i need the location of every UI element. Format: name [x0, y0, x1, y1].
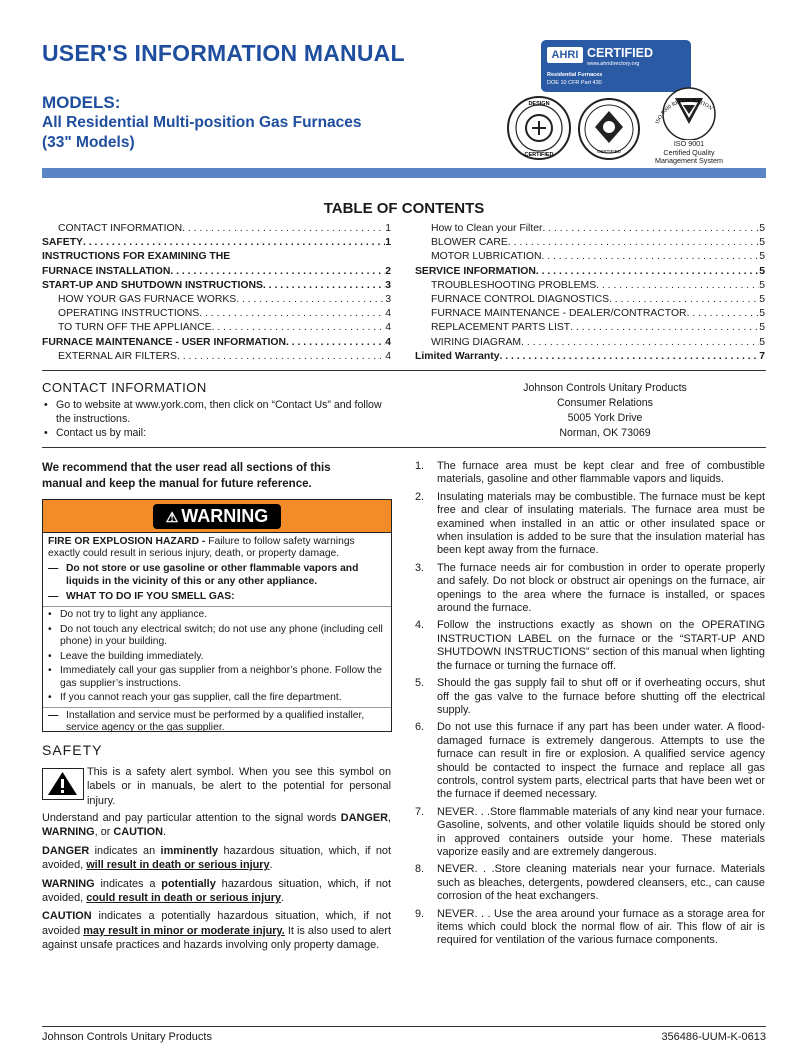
address-line-4: Norman, OK 73069 [559, 427, 651, 439]
toc-entry-label: START-UP AND SHUTDOWN INSTRUCTIONS [42, 279, 263, 291]
toc-entry[interactable] [42, 307, 391, 321]
signal-or: , or [94, 826, 114, 839]
header-band [42, 168, 766, 178]
numbered-item-text: Should the gas supply fail to shut off or if overheating occurs, shut off the gas valve to the furnace before shutting off the electrical supply. [437, 677, 765, 716]
numbered-item-number: 8. [415, 863, 425, 876]
toc-entry-page: 3 [385, 294, 391, 306]
address-line-2: Consumer Relations [557, 397, 653, 409]
warning-potentially: potentially [161, 877, 216, 890]
danger-imminently: imminently [160, 844, 219, 857]
signal-words: Understand and pay particular attention to the signal words DANGER, WARNING, or CAUTION. [42, 812, 391, 839]
caution-rest: indicates a potentially hazardous situation, which, if not avoided [42, 910, 391, 937]
toc-right-column [415, 222, 765, 364]
toc-entry-label: REPLACEMENT PARTS LIST [431, 322, 571, 334]
design-text: DESIGN [528, 101, 550, 107]
toc-leader [286, 336, 385, 350]
numbered-item [415, 806, 765, 860]
toc-leader [199, 307, 385, 321]
signal-danger: DANGER [340, 812, 388, 824]
dash-3-text: Installation and service must be performed by a qualified installer, service agency or the gas supplier. [66, 709, 365, 734]
design-certified-text: CERTIFIED [524, 152, 554, 158]
numbered-item [415, 863, 765, 903]
toc-entry[interactable] [42, 321, 391, 335]
numbered-item-text: The furnace area must be kept clear and free of combustible materials, gasoline and other flammable vapors and liquids. [437, 460, 765, 486]
toc-entry-page: 3 [385, 279, 391, 291]
caution-word: CAUTION [42, 910, 92, 923]
ahri-url: www.ahridirectory.org [587, 61, 640, 67]
caution-tail: It is also used to alert against unsafe practices and hazards involving only property damage. [42, 924, 391, 952]
toc-entry-label: OPERATING INSTRUCTIONS [58, 308, 200, 320]
toc-entry[interactable] [415, 279, 765, 293]
numbered-item-number: 2. [415, 490, 425, 503]
toc-leader [542, 222, 759, 236]
toc-entry-page: 1 [385, 223, 391, 234]
warning-rest: hazardous situation, which, if not avoided, [42, 877, 392, 905]
toc-entry-label: SAFETY [42, 237, 83, 249]
toc-leader [500, 350, 760, 364]
toc-entry-label: CONTACT INFORMATION [58, 223, 183, 234]
contact-list [42, 398, 382, 440]
toc-entry-page: 4 [385, 308, 391, 320]
warning-bullet: • Do not touch any electrical switch; do not use any phone (including cell phone) in your building. [48, 624, 386, 648]
toc-entry-page: 5 [759, 251, 765, 263]
numbered-item-number: 6. [415, 721, 425, 734]
footer-doc-number: 356486-UUM-K-0613 [661, 1031, 766, 1043]
warning-hazard [48, 536, 386, 560]
ahri-sub-2: DOE 10 CFR Part 430 [547, 80, 602, 86]
toc-entry-page: 4 [385, 322, 391, 334]
toc-entry[interactable] [415, 250, 765, 264]
danger-mid: indicates an [89, 844, 161, 857]
toc-entry[interactable] [42, 293, 391, 307]
toc-entry[interactable] [415, 236, 765, 250]
warning-dash-1: — Do not store or use gasoline or other flammable vapors and liquids in the vicinity of this or any other appliance. [48, 563, 386, 587]
toc-entry[interactable] [42, 222, 391, 236]
warning-bullet: • Do not try to light any appliance. [48, 609, 208, 621]
toc-entry-label: BLOWER CARE [431, 237, 508, 249]
warning-bullet: • Leave the building immediately. [48, 650, 204, 662]
toc-entry-label: WIRING DIAGRAM [431, 336, 522, 348]
numbered-item [415, 460, 765, 487]
iso-9000-logo-icon [650, 80, 728, 140]
toc-entry[interactable] [415, 265, 765, 279]
address-line-3: 5005 York Drive [567, 412, 643, 424]
warning-label-text: WARNING [181, 506, 269, 526]
toc-entry-page: 5 [759, 237, 765, 249]
safety-numbered-list [415, 460, 765, 952]
toc-entry-label: Limited Warranty [415, 350, 500, 362]
toc-entry[interactable] [415, 293, 765, 307]
safety-alert-symbol [42, 768, 84, 800]
toc-entry-page: 5 [759, 336, 765, 348]
toc-entry-label: TO TURN OFF THE APPLIANCE [58, 322, 212, 334]
toc-entry-page: 5 [759, 308, 765, 320]
numbered-item-text: The furnace needs air for combustion in order to operate properly and safely. Do not block or obstruct air openings on the furnace, air openings to the area where the furnace is installed, or spaces around the furnace. [437, 561, 765, 615]
signal-pre: Understand and pay particular attention to the signal words [42, 812, 341, 824]
toc-divider [42, 370, 766, 371]
caution-definition [42, 909, 391, 952]
models-line-1: All Residential Multi-position Gas Furnaces [42, 114, 362, 131]
toc-entry-page: 5 [759, 223, 765, 234]
warning-result: could result in death or serious injury [86, 892, 282, 905]
danger-definition: DANGER indicates an imminently hazardous situation, which, if not avoided, will result in death or serious injury. [42, 844, 392, 872]
numbered-item [415, 677, 765, 717]
ahri-certified-text: CERTIFIED [587, 46, 653, 60]
toc-entry-label: How to Clean your Filter [431, 223, 543, 234]
numbered-item-number: 9. [415, 907, 425, 920]
numbered-item-number: 4. [415, 619, 425, 632]
toc-entry-label: SERVICE INFORMATION [415, 265, 536, 277]
warning-mid: indicates a [94, 877, 162, 890]
toc-entry[interactable] [42, 350, 391, 364]
warning-word: WARNING [42, 877, 95, 890]
toc-leader [521, 336, 759, 350]
toc-entry[interactable] [415, 336, 765, 350]
safety-body [42, 811, 391, 953]
toc-leader [536, 265, 759, 279]
warning-box [42, 499, 392, 732]
toc-leader [596, 279, 759, 293]
numbered-item-text: NEVER. . .Store flammable materials of any kind near your furnace. Gasoline, solvents, and other volatile liquids should be stored only in approved containers outside your home. These materials vaporize easily and are extremely dangerous. [437, 805, 765, 858]
numbered-item-number: 3. [415, 561, 425, 574]
danger-result: will result in death or serious injury [86, 859, 270, 872]
toc-entry-label: MOTOR LUBRICATION [431, 251, 542, 263]
toc-leader [687, 307, 760, 321]
warning-bullet-text: Do not try to light any appliance. [60, 609, 208, 621]
toc-leader [541, 250, 759, 264]
numbered-item [415, 491, 765, 558]
models-line-2: (33" Models) [42, 134, 135, 151]
toc-entry-label: INSTRUCTIONS FOR EXAMINING THE [42, 251, 231, 263]
toc-entry-label: TROUBLESHOOTING PROBLEMS [431, 279, 597, 291]
warning-bullet: • Immediately call your gas supplier from a neighbor’s phone. Follow the gas supplier’s instructions. [48, 665, 386, 689]
numbered-item [415, 908, 765, 948]
ahri-brand: AHRI [547, 47, 583, 63]
warning-bullet-text: Immediately call your gas supplier from a neighbor’s phone. Follow the gas supplier’s instructions. [60, 665, 382, 689]
warning-text [48, 536, 386, 737]
models-heading: MODELS: [42, 93, 121, 112]
contact-bullet-web: • Go to website at www.york.com, then click on “Contact Us” and follow the instructions. [42, 398, 382, 426]
ahri-sub-1: Residential Furnaces [547, 72, 603, 78]
toc-entry-page: 5 [759, 322, 765, 334]
dash-2-text: WHAT TO DO IF YOU SMELL GAS: [66, 590, 235, 602]
toc-leader [212, 321, 386, 335]
address-line-1: Johnson Controls Unitary Products [523, 382, 687, 394]
toc-leader [508, 236, 759, 250]
toc-leader [83, 236, 385, 250]
toc-leader [177, 350, 385, 364]
safety-alert-icon [43, 769, 82, 798]
warning-bullet-text: Do not touch any electrical switch; do not use any phone (including cell phone) in your building. [60, 623, 383, 647]
manual-title: USER'S INFORMATION MANUAL [42, 40, 405, 66]
toc-entry-label: FURNACE MAINTENANCE - USER INFORMATION [42, 336, 286, 348]
recommendation-note: We recommend that the user read all sections of this manual and keep the manual for future reference. [42, 462, 331, 490]
toc-leader [170, 265, 385, 279]
iso-caption [654, 140, 724, 166]
safety-symbol-text: This is a safety alert symbol. When you see this symbol on labels or in manuals, be alert to the potential for personal injury. [87, 766, 391, 807]
numbered-item-text: NEVER. . . Use the area around your furnace as a storage area for items which could block the normal flow of air. This flow of air is required for ventilation of the various furnace components. [437, 907, 765, 947]
toc-left-column [42, 222, 391, 364]
numbered-item-text: Follow the instructions exactly as shown on the OPERATING INSTRUCTION LABEL on the furnace or the “START-UP AND SHUTDOWN INSTRUCTIONS” section of this manual when lighting the furnace or turning the furnace off. [437, 619, 765, 672]
warning-bullet-text: Leave the building immediately. [60, 650, 204, 662]
toc-leader [182, 222, 385, 236]
hazard-text: Failure to follow safety warnings exactly could result in serious injury, death, or property damage. [48, 536, 355, 560]
footer-company: Johnson Controls Unitary Products [42, 1031, 212, 1043]
toc-leader [236, 293, 385, 307]
warning-bullet-text: If you cannot reach your gas supplier, call the fire department. [60, 692, 342, 704]
toc-entry-label: FURNACE CONTROL DIAGNOSTICS [431, 294, 610, 306]
toc-leader [609, 293, 759, 307]
iso-line-3: Management System [655, 156, 723, 166]
signal-warning: WARNING [42, 826, 95, 839]
toc-leader [570, 321, 759, 335]
iso-line-1: ISO 9001 [673, 139, 705, 148]
numbered-item-number: 1. [415, 460, 425, 472]
warning-triangle-icon: ⚠ [165, 509, 179, 525]
safety-heading: SAFETY [42, 742, 103, 758]
dash-1-text: Do not store or use gasoline or other flammable vapors and liquids in the vicinity of this or any other appliance. [66, 563, 359, 587]
iso-line-2: Certified Quality [663, 147, 715, 157]
toc-entry-label: EXTERNAL AIR FILTERS [58, 350, 177, 362]
danger-word: DANGER [42, 844, 90, 857]
certified-seal-icon [577, 97, 641, 161]
toc-entry-label: FURNACE MAINTENANCE - DEALER/CONTRACTOR [431, 308, 687, 320]
seal-certified-text: CERTIFIED [597, 149, 621, 154]
numbered-item [415, 619, 765, 673]
contact-heading: CONTACT INFORMATION [42, 380, 207, 395]
numbered-item-text: Insulating materials may be combustible. The furnace must be kept free and clear of insulating materials. The furnace area must be examined when installed in an attic or other insulated space or when insulation is added to be sure that the insulation material has been kept away from the furnace. [437, 490, 765, 557]
contact-bullet-mail: • Contact us by mail: [42, 426, 382, 440]
warning-bullets [48, 609, 386, 708]
toc-entry-page: 5 [759, 265, 765, 277]
footer-divider [42, 1026, 766, 1027]
toc-entry-page: 1 [385, 237, 391, 249]
toc-entry-page: 4 [385, 336, 391, 348]
toc-title: TABLE OF CONTENTS [323, 200, 485, 217]
design-certified-seal-icon [506, 95, 572, 161]
toc-leader [263, 279, 385, 293]
contact-divider [42, 447, 766, 448]
toc-entry[interactable] [415, 222, 765, 236]
toc-entry[interactable] [415, 321, 765, 335]
toc-entry[interactable] [415, 350, 765, 364]
numbered-item [415, 562, 765, 616]
warning-bullet: • If you cannot reach your gas supplier, call the fire department. [48, 692, 342, 704]
signal-caution: CAUTION [113, 826, 164, 839]
warning-definition: WARNING indicates a potentially hazardous situation, which, if not avoided, could result in death or serious injury. [42, 877, 392, 905]
toc-entry[interactable] [42, 250, 391, 264]
numbered-item-number: 5. [415, 677, 425, 690]
toc-entry[interactable] [42, 279, 391, 293]
numbered-item-text: NEVER. . .Store cleaning materials near your furnace. Materials such as bleaches, detergents, powdered cleansers, etc., can cause corrosion of the heat exchangers. [437, 863, 765, 903]
iso-arc-text: ISO 9000 REGISGRATION [654, 97, 714, 125]
warning-dash-2: — WHAT TO DO IF YOU SMELL GAS: [48, 590, 235, 602]
danger-rest: hazardous situation, which, if not avoided, [42, 844, 392, 872]
toc-entry[interactable] [42, 336, 391, 350]
numbered-item [415, 721, 765, 801]
toc-entry[interactable] [42, 236, 391, 250]
caution-result: may result in minor or moderate injury. [83, 924, 285, 937]
toc-entry[interactable] [42, 265, 391, 279]
hazard-lead: FIRE OR EXPLOSION HAZARD - [48, 536, 206, 547]
mailing-address [455, 381, 755, 441]
toc-entry-label: FURNACE INSTALLATION [42, 265, 171, 277]
numbered-item-number: 7. [415, 805, 425, 818]
toc-entry-page: 7 [759, 350, 765, 362]
toc-entry-label: HOW YOUR GAS FURNACE WORKS [58, 294, 237, 306]
warning-dash-3: — Installation and service must be performed by a qualified installer, service agency or the gas supplier. [48, 710, 386, 734]
warning-label [153, 504, 281, 529]
toc-entry-page: 5 [759, 294, 765, 306]
toc-entry[interactable] [415, 307, 765, 321]
toc-entry-page: 2 [385, 265, 391, 277]
numbered-item-text: Do not use this furnace if any part has been under water. A flood-damaged furnace is extremely dangerous. Attempts to use the furnace can result in fire or explosion. A qualified service agency should be contacted to inspect the furnace and replace all gas controls, control system parts, electrical parts that have been wet or the furnace if deemed necessary. [437, 721, 765, 801]
warning-header [43, 500, 391, 533]
toc-entry-page: 5 [759, 279, 765, 291]
toc-entry-page: 4 [385, 350, 391, 362]
